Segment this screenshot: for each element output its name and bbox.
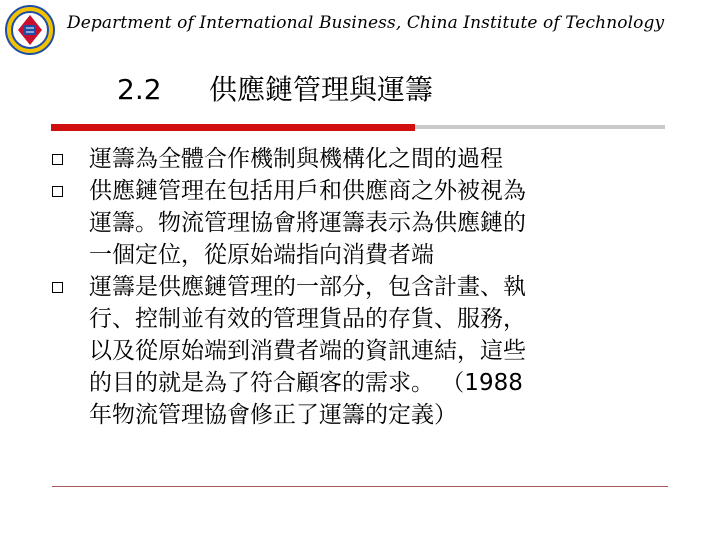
hollow-square-bullet-icon xyxy=(52,154,63,165)
bullet-text-line: 以及從原始端到消費者端的資訊連結，這些 xyxy=(89,338,526,364)
slide-title xyxy=(117,72,433,108)
bullet-text-line: 的目的就是為了符合顧客的需求。 （1988 xyxy=(89,370,523,396)
bullet-item xyxy=(48,175,668,271)
bullet-text-line: 一個定位，從原始端指向消費者端 xyxy=(89,242,434,268)
bullet-text-line: 運籌為全體合作機制與機構化之間的過程 xyxy=(89,146,503,172)
institute-emblem-icon xyxy=(4,4,56,56)
hollow-square-bullet-icon xyxy=(52,282,63,293)
bullet-item xyxy=(48,143,668,175)
slide-title-text: 供應鏈管理與運籌 xyxy=(209,73,434,106)
bullet-text-line: 供應鏈管理在包括用戶和供應商之外被視為 xyxy=(89,178,526,204)
institution-header: Department of International Business, China Institute of Technology xyxy=(67,13,665,33)
bullet-text-line: 運籌。物流管理協會將運籌表示為供應鏈的 xyxy=(89,210,526,236)
slide-section-number: 2.2 xyxy=(117,73,162,106)
bullet-text-line: 行、控制並有效的管理貨品的存貨、服務， xyxy=(89,306,526,332)
hollow-square-bullet-icon xyxy=(52,186,63,197)
title-accent-bar xyxy=(51,124,415,131)
bullet-text-line: 運籌是供應鏈管理的一部分，包含計畫、執 xyxy=(89,274,526,300)
title-secondary-bar xyxy=(415,125,665,129)
bullet-list xyxy=(48,143,668,431)
footer-divider xyxy=(52,486,668,487)
bullet-item xyxy=(48,271,668,431)
bullet-text-line: 年物流管理協會修正了運籌的定義） xyxy=(89,402,457,428)
